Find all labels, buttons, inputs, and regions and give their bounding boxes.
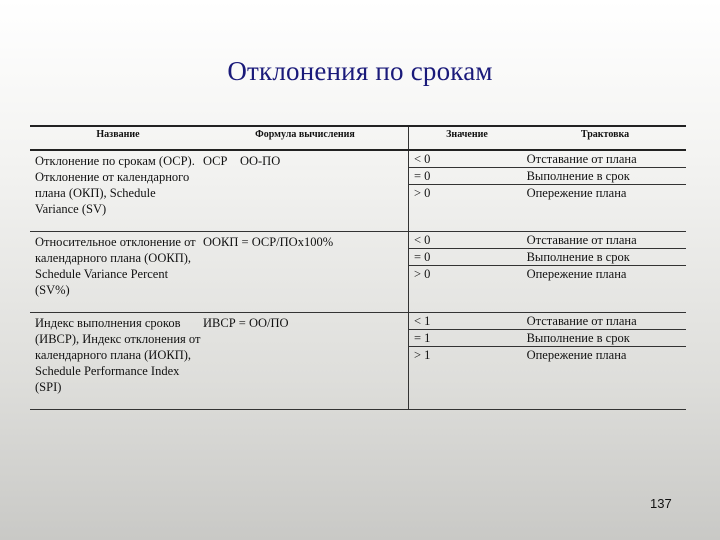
table-row bbox=[30, 313, 686, 409]
header-name: Название bbox=[96, 129, 140, 140]
value-cell: = 0 bbox=[414, 169, 431, 183]
page-number: 137 bbox=[650, 496, 672, 511]
interpretation-cell: Опережение плана bbox=[526, 267, 627, 281]
value-row bbox=[409, 347, 686, 363]
interpretation-cell: Выполнение в срок bbox=[526, 250, 630, 264]
interpretation-cell: Выполнение в срок bbox=[526, 331, 630, 345]
row-name: Индекс выполнения сроков (ИВСР), Индекс отклонения от календарного плана (ИОКП), Schedule Performance Index (SPI) bbox=[35, 316, 201, 394]
value-row bbox=[409, 266, 686, 282]
value-cell: < 1 bbox=[414, 314, 431, 328]
value-cell: < 0 bbox=[414, 152, 431, 166]
row-name: Относительное отклонение от календарного плана (ООКП), Schedule Variance Percent (SV%) bbox=[35, 235, 196, 297]
row-formula: ИВСР = ОО/ПО bbox=[203, 316, 289, 330]
value-cell: > 0 bbox=[414, 267, 431, 281]
value-cell: = 1 bbox=[414, 331, 431, 345]
row-formula: ОСР ОО-ПО bbox=[203, 154, 281, 168]
interpretation-cell: Отставание от плана bbox=[526, 233, 637, 247]
slide-title: Отклонения по срокам bbox=[227, 56, 493, 86]
table-row bbox=[30, 151, 686, 232]
value-row bbox=[409, 232, 686, 249]
row-values bbox=[408, 232, 686, 312]
header-formula: Формула вычисления bbox=[255, 129, 355, 140]
table-header bbox=[30, 127, 686, 151]
value-cell: = 0 bbox=[414, 250, 431, 264]
header-interpretation: Трактовка bbox=[580, 129, 630, 140]
row-formula: ООКП = ОСР/ПОх100% bbox=[203, 235, 334, 249]
interpretation-cell: Отставание от плана bbox=[526, 314, 637, 328]
value-row bbox=[409, 249, 686, 266]
header-right bbox=[408, 127, 686, 149]
interpretation-cell: Опережение плана bbox=[526, 186, 627, 200]
row-name: Отклонение по срокам (ОСР). Отклонение от календарного плана (ОКП), Schedule Variance (SV) bbox=[35, 154, 195, 216]
row-values bbox=[408, 151, 686, 231]
value-row bbox=[409, 185, 686, 201]
deviation-table bbox=[30, 125, 686, 410]
value-row bbox=[409, 151, 686, 168]
value-row bbox=[409, 168, 686, 185]
value-row bbox=[409, 313, 686, 330]
interpretation-cell: Опережение плана bbox=[526, 348, 627, 362]
interpretation-cell: Отставание от плана bbox=[526, 152, 637, 166]
interpretation-cell: Выполнение в срок bbox=[526, 169, 630, 183]
value-cell: < 0 bbox=[414, 233, 431, 247]
value-cell: > 0 bbox=[414, 186, 431, 200]
value-cell: > 1 bbox=[414, 348, 431, 362]
value-row bbox=[409, 330, 686, 347]
table-row bbox=[30, 232, 686, 313]
header-value: Значение bbox=[446, 129, 488, 140]
row-values bbox=[408, 313, 686, 409]
